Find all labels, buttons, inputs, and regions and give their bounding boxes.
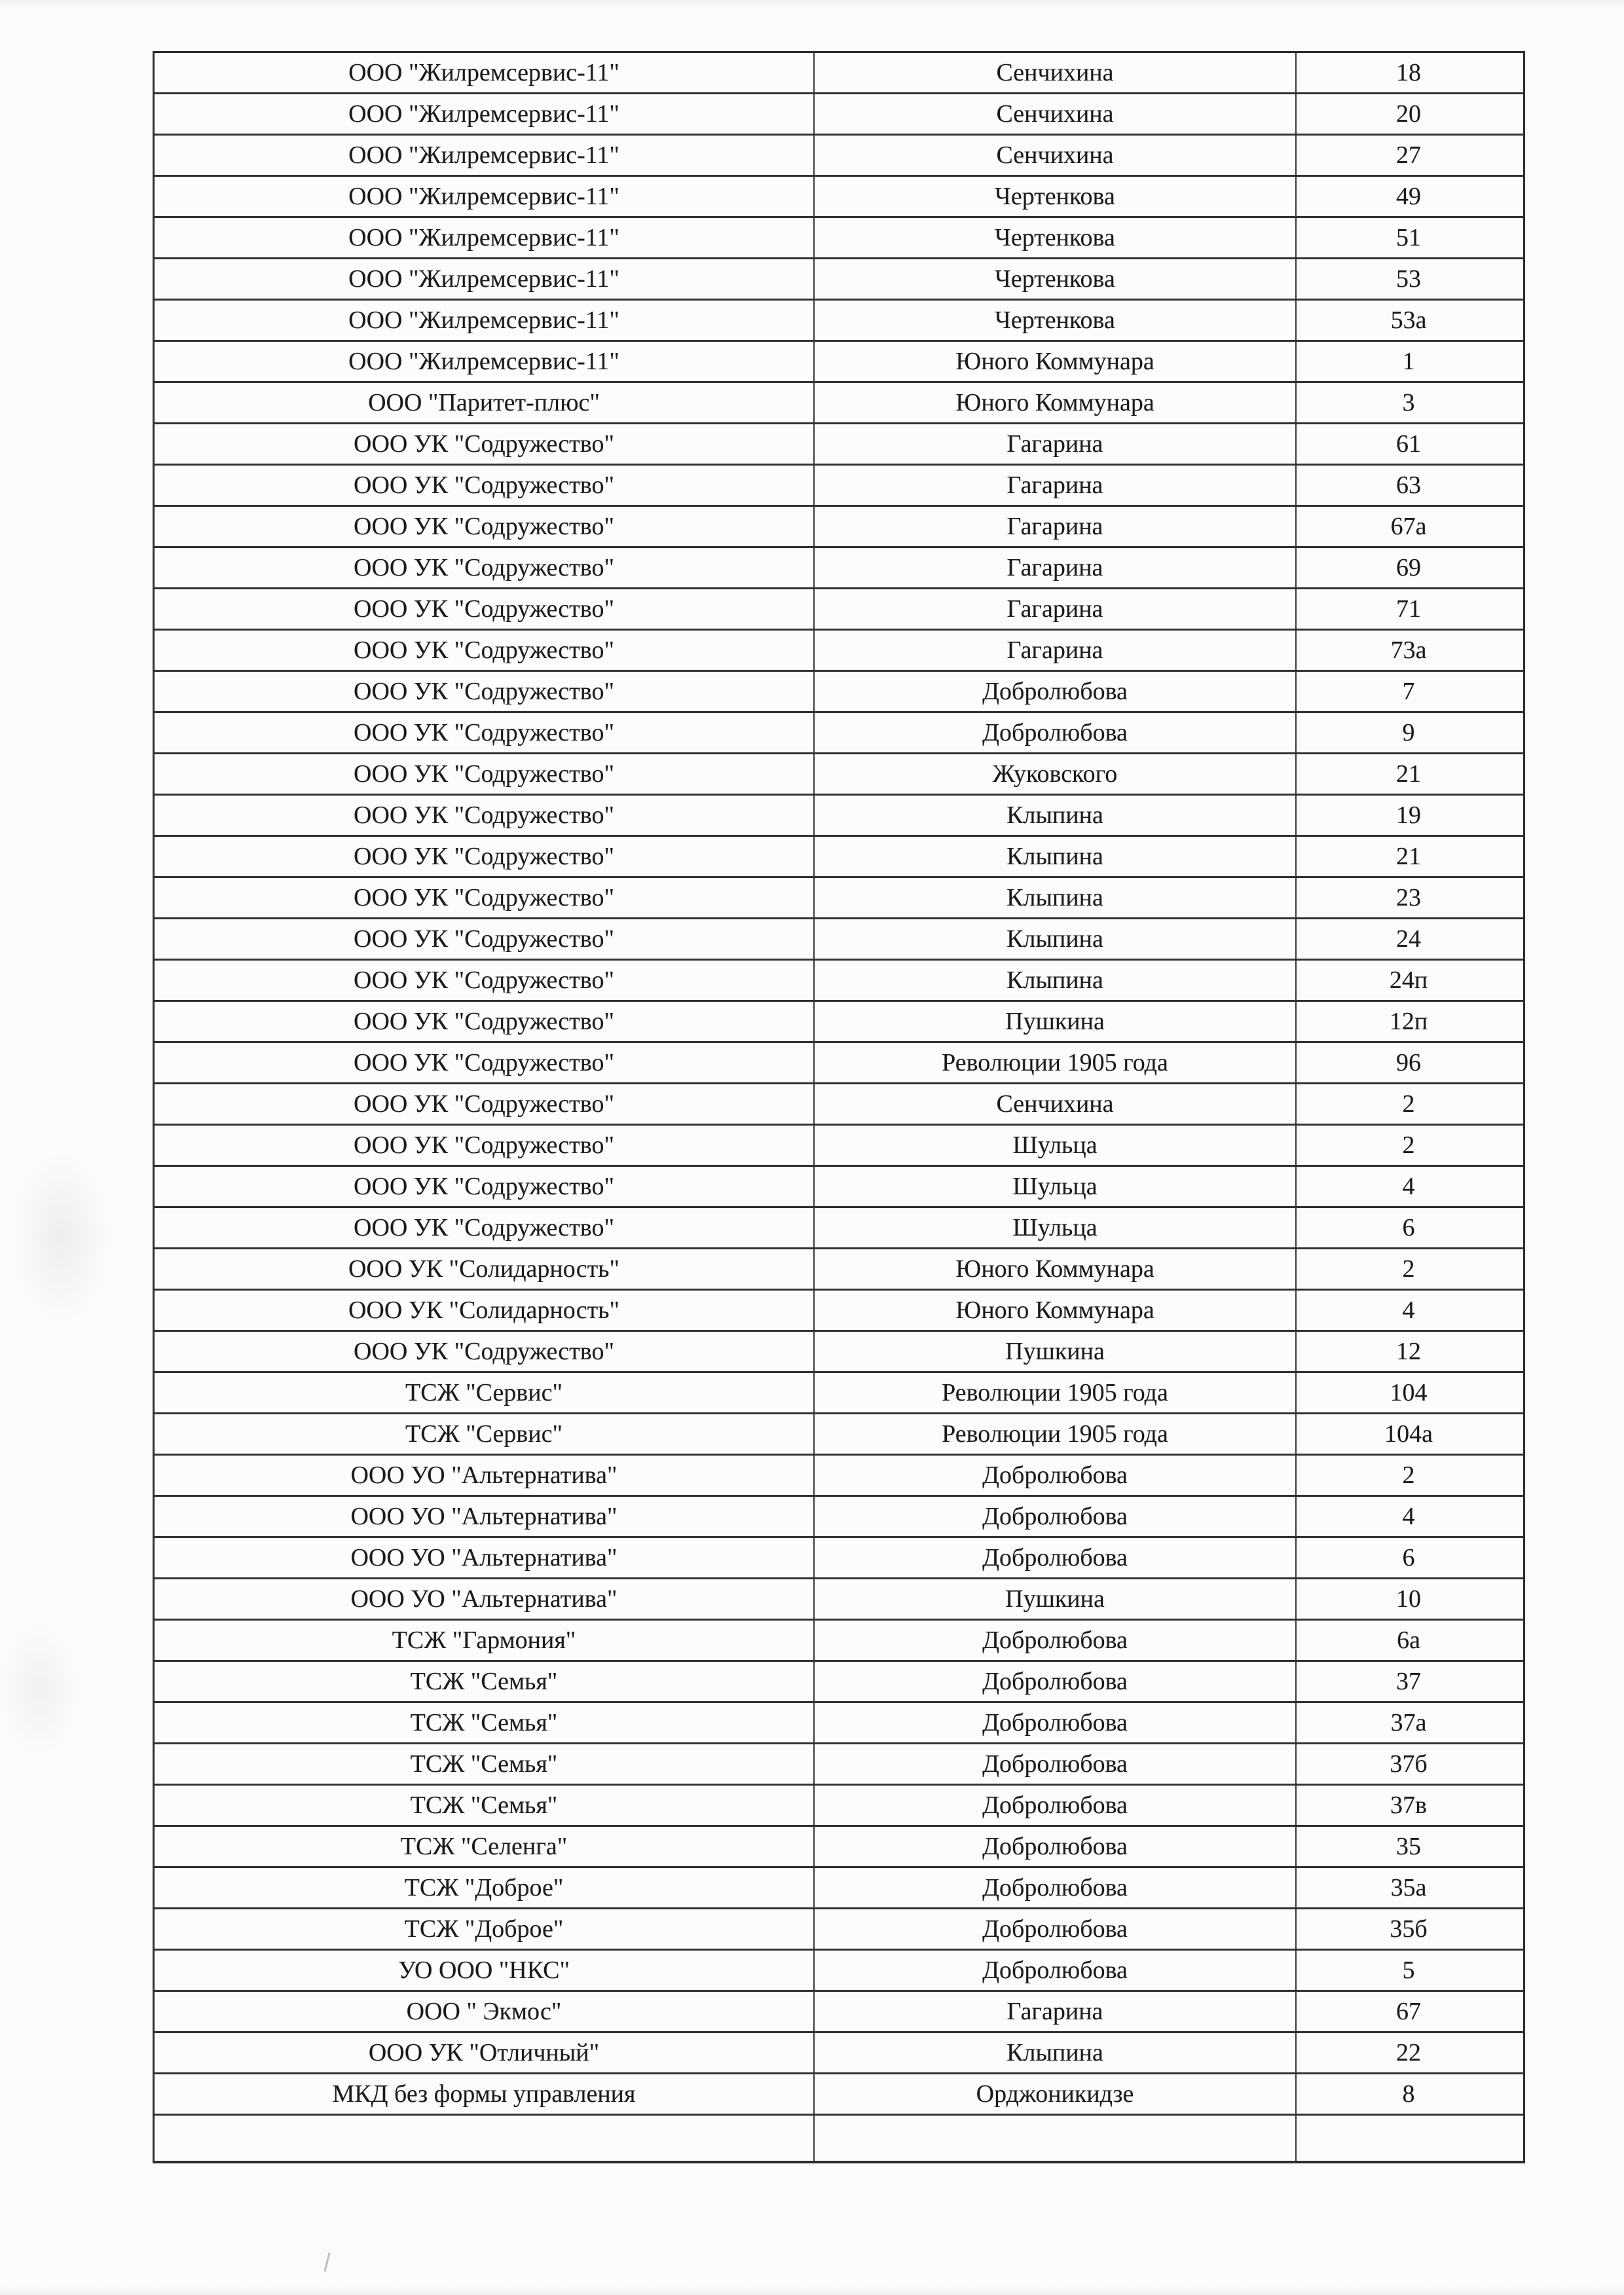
street-cell: Сенчихина [815, 136, 1297, 175]
table-row [155, 1497, 1523, 1538]
table-row [155, 1167, 1523, 1208]
street-cell: Гагарина [815, 507, 1297, 546]
table-row [155, 342, 1523, 383]
org-cell: ООО "Жилремсервис-11" [155, 342, 815, 381]
org-cell: ООО УК "Содружество" [155, 1043, 815, 1082]
org-cell: ООО УК "Содружество" [155, 1126, 815, 1165]
table-row [155, 1868, 1523, 1909]
street-cell: Юного Коммунара [815, 342, 1297, 381]
house-number-cell: 24 [1396, 925, 1421, 953]
table-row [155, 136, 1523, 177]
table-row [155, 961, 1523, 1002]
table-row [155, 301, 1523, 342]
house-number-cell: 37в [1390, 1791, 1427, 1819]
street-cell: Добролюбова [815, 1786, 1297, 1825]
table-row [155, 919, 1523, 961]
table-row [155, 1373, 1523, 1414]
street-cell: Гагарина [815, 631, 1297, 670]
table-row [155, 383, 1523, 424]
street-cell: Орджоникидзе [815, 2074, 1297, 2114]
table-row [155, 1744, 1523, 1786]
org-cell: ООО " Экмос" [155, 1992, 815, 2031]
house-number-cell: 5 [1402, 1956, 1415, 1984]
org-cell: ТСЖ "Доброе" [155, 1868, 815, 1907]
org-cell [155, 2116, 815, 2161]
table-row [155, 1291, 1523, 1332]
street-cell: Добролюбова [815, 1703, 1297, 1742]
house-number-cell: 9 [1402, 719, 1415, 746]
org-cell: ООО УК "Содружество" [155, 424, 815, 464]
house-number-cell: 4 [1402, 1296, 1415, 1324]
street-cell: Юного Коммунара [815, 383, 1297, 422]
org-cell: ООО УК "Содружество" [155, 589, 815, 629]
table-row [155, 1538, 1523, 1579]
table-row [155, 631, 1523, 672]
table-row [155, 177, 1523, 218]
org-cell: ООО "Жилремсервис-11" [155, 136, 815, 175]
street-cell: Клыпина [815, 837, 1297, 876]
org-cell: ООО "Жилремсервис-11" [155, 259, 815, 299]
house-number-cell: 22 [1396, 2039, 1421, 2066]
house-number-cell: 7 [1402, 678, 1415, 705]
street-cell: Шульца [815, 1208, 1297, 1247]
table-row [155, 1786, 1523, 1827]
table-row [155, 1827, 1523, 1868]
org-cell: ООО УК "Содружество" [155, 1332, 815, 1371]
house-number-cell: 6 [1402, 1214, 1415, 1241]
house-number-cell: 67 [1396, 1998, 1421, 2025]
org-cell: ТСЖ "Сервис" [155, 1414, 815, 1454]
street-cell: Пушкина [815, 1579, 1297, 1619]
org-cell: ООО УК "Содружество" [155, 507, 815, 546]
street-cell: Пушкина [815, 1332, 1297, 1371]
table-row [155, 672, 1523, 713]
org-cell: ООО УК "Солидарность" [155, 1249, 815, 1289]
org-cell: ТСЖ "Семья" [155, 1703, 815, 1742]
pen-mark-artifact [323, 2252, 330, 2272]
table-row [155, 1621, 1523, 1662]
org-cell: ООО УК "Содружество" [155, 466, 815, 505]
table-row [155, 1332, 1523, 1373]
street-cell [815, 2116, 1297, 2161]
street-cell: Добролюбова [815, 1456, 1297, 1495]
scan-noise-band-top [0, 0, 1624, 8]
street-cell: Добролюбова [815, 1868, 1297, 1907]
street-cell: Клыпина [815, 919, 1297, 959]
street-cell: Добролюбова [815, 1538, 1297, 1577]
org-cell: ООО УК "Содружество" [155, 878, 815, 917]
org-cell: ООО "Жилремсервис-11" [155, 177, 815, 216]
house-number-cell: 49 [1396, 183, 1421, 210]
table-row [155, 1703, 1523, 1744]
house-number-cell: 35а [1390, 1874, 1427, 1901]
house-number-cell: 104а [1384, 1420, 1433, 1448]
street-cell: Добролюбова [815, 713, 1297, 752]
house-number-cell: 20 [1396, 100, 1421, 128]
org-cell: ООО УК "Содружество" [155, 837, 815, 876]
org-cell: ТСЖ "Доброе" [155, 1909, 815, 1949]
street-cell: Добролюбова [815, 1621, 1297, 1660]
org-cell: ООО УК "Содружество" [155, 631, 815, 670]
table-row [155, 1662, 1523, 1703]
street-cell: Клыпина [815, 2033, 1297, 2072]
house-number-cell: 8 [1402, 2080, 1415, 2108]
street-cell: Добролюбова [815, 1909, 1297, 1949]
house-number-cell: 2 [1402, 1090, 1415, 1118]
house-number-cell: 53 [1396, 265, 1421, 293]
org-cell: ООО УО "Альтернатива" [155, 1538, 815, 1577]
street-cell: Юного Коммунара [815, 1249, 1297, 1289]
house-number-cell: 18 [1396, 59, 1421, 86]
street-cell: Чертенкова [815, 301, 1297, 340]
scan-smudge [0, 1624, 79, 1755]
house-number-cell: 3 [1402, 389, 1415, 416]
street-cell: Юного Коммунара [815, 1291, 1297, 1330]
house-number-cell: 73а [1390, 636, 1427, 664]
house-number-cell: 2 [1402, 1461, 1415, 1489]
table-row [155, 259, 1523, 301]
table-row [155, 94, 1523, 136]
table-row [155, 1414, 1523, 1456]
org-cell: ООО УК "Содружество" [155, 796, 815, 835]
table-row [155, 2074, 1523, 2116]
org-cell: ООО УК "Содружество" [155, 548, 815, 587]
table-row [155, 796, 1523, 837]
org-cell: ТСЖ "Сервис" [155, 1373, 815, 1412]
table-row [155, 424, 1523, 466]
org-cell: ООО УК "Содружество" [155, 1167, 815, 1206]
table-row [155, 754, 1523, 796]
street-cell: Революции 1905 года [815, 1414, 1297, 1454]
street-cell: Революции 1905 года [815, 1043, 1297, 1082]
table-row [155, 1992, 1523, 2033]
street-cell: Сенчихина [815, 1084, 1297, 1124]
house-number-cell: 23 [1396, 884, 1421, 911]
org-cell: ТСЖ "Семья" [155, 1786, 815, 1825]
table-row [155, 1126, 1523, 1167]
house-number-cell: 51 [1396, 224, 1421, 251]
house-number-cell: 53а [1390, 306, 1427, 334]
table-row [155, 1043, 1523, 1084]
house-number-cell: 4 [1402, 1503, 1415, 1530]
table-row [155, 2033, 1523, 2074]
street-cell: Революции 1905 года [815, 1373, 1297, 1412]
org-cell: ООО УО "Альтернатива" [155, 1456, 815, 1495]
house-number-cell: 4 [1402, 1173, 1415, 1200]
house-number-cell: 61 [1396, 430, 1421, 458]
house-number-cell: 63 [1396, 471, 1421, 499]
street-cell: Сенчихина [815, 94, 1297, 134]
street-cell: Клыпина [815, 878, 1297, 917]
street-cell: Гагарина [815, 548, 1297, 587]
table-row [155, 548, 1523, 589]
street-cell: Клыпина [815, 961, 1297, 1000]
house-number-cell: 96 [1396, 1049, 1421, 1076]
street-cell: Гагарина [815, 1992, 1297, 2031]
house-number-cell: 24п [1389, 966, 1428, 994]
house-number-cell: 37а [1390, 1709, 1427, 1736]
street-cell: Гагарина [815, 589, 1297, 629]
org-cell: МКД без формы управления [155, 2074, 815, 2114]
street-cell: Гагарина [815, 466, 1297, 505]
scan-noise-band-bottom [0, 2286, 1624, 2295]
table-row [155, 878, 1523, 919]
table-row [155, 1084, 1523, 1126]
house-number-cell: 37 [1396, 1668, 1421, 1695]
house-number-cell: 35б [1390, 1915, 1428, 1943]
street-cell: Добролюбова [815, 1744, 1297, 1784]
org-cell: ООО УК "Отличный" [155, 2033, 815, 2072]
org-cell: УО ООО "НКС" [155, 1951, 815, 1990]
table-row [155, 1579, 1523, 1621]
table-row [155, 1909, 1523, 1951]
management-companies-table [153, 51, 1525, 2163]
house-number-cell: 104 [1390, 1379, 1428, 1406]
house-number-cell: 2 [1402, 1131, 1415, 1159]
org-cell: ООО "Жилремсервис-11" [155, 94, 815, 134]
house-number-cell: 69 [1396, 554, 1421, 581]
scan-smudge [12, 1152, 110, 1323]
table-row [155, 1249, 1523, 1291]
house-number-cell: 19 [1396, 801, 1421, 829]
org-cell: ООО УК "Солидарность" [155, 1291, 815, 1330]
street-cell: Добролюбова [815, 672, 1297, 711]
org-cell: ТСЖ "Гармония" [155, 1621, 815, 1660]
house-number-cell: 35 [1396, 1833, 1421, 1860]
street-cell: Добролюбова [815, 1827, 1297, 1866]
street-cell: Чертенкова [815, 177, 1297, 216]
house-number-cell: 21 [1396, 843, 1421, 870]
house-number-cell: 2 [1402, 1255, 1415, 1283]
street-cell: Чертенкова [815, 218, 1297, 257]
org-cell: ТСЖ "Семья" [155, 1662, 815, 1701]
house-number-cell: 1 [1402, 348, 1415, 375]
street-cell: Гагарина [815, 424, 1297, 464]
table-row [155, 53, 1523, 94]
org-cell: ООО "Паритет-плюс" [155, 383, 815, 422]
table-row [155, 466, 1523, 507]
street-cell: Клыпина [815, 796, 1297, 835]
org-cell: ООО УК "Содружество" [155, 672, 815, 711]
house-number-cell: 12п [1389, 1008, 1428, 1035]
house-number-cell: 6а [1397, 1626, 1420, 1654]
org-cell: ООО УК "Содружество" [155, 754, 815, 794]
street-cell: Сенчихина [815, 53, 1297, 92]
org-cell: ООО УК "Содружество" [155, 961, 815, 1000]
house-number-cell: 10 [1396, 1585, 1421, 1613]
street-cell: Добролюбова [815, 1662, 1297, 1701]
table-row-empty [155, 2116, 1523, 2161]
org-cell: ООО УК "Содружество" [155, 919, 815, 959]
street-cell: Добролюбова [815, 1951, 1297, 1990]
street-cell: Шульца [815, 1126, 1297, 1165]
table-row [155, 837, 1523, 878]
house-number-cell: 21 [1396, 760, 1421, 788]
table-row [155, 1951, 1523, 1992]
house-number-cell [1297, 2116, 1521, 2161]
org-cell: ООО "Жилремсервис-11" [155, 218, 815, 257]
org-cell: ООО УО "Альтернатива" [155, 1579, 815, 1619]
table-row [155, 589, 1523, 631]
table-row [155, 1208, 1523, 1249]
org-cell: ООО УК "Содружество" [155, 1084, 815, 1124]
table-row [155, 1456, 1523, 1497]
house-number-cell: 6 [1402, 1544, 1415, 1571]
org-cell: ООО "Жилремсервис-11" [155, 301, 815, 340]
street-cell: Шульца [815, 1167, 1297, 1206]
street-cell: Пушкина [815, 1002, 1297, 1041]
table-row [155, 713, 1523, 754]
house-number-cell: 37б [1390, 1750, 1428, 1778]
org-cell: ТСЖ "Селенга" [155, 1827, 815, 1866]
org-cell: ООО УК "Содружество" [155, 713, 815, 752]
table-row [155, 1002, 1523, 1043]
org-cell: ТСЖ "Семья" [155, 1744, 815, 1784]
org-cell: ООО УК "Содружество" [155, 1002, 815, 1041]
street-cell: Чертенкова [815, 259, 1297, 299]
house-number-cell: 67а [1390, 513, 1427, 540]
street-cell: Жуковского [815, 754, 1297, 794]
street-cell: Добролюбова [815, 1497, 1297, 1536]
house-number-cell: 71 [1396, 595, 1421, 623]
house-number-cell: 12 [1396, 1338, 1421, 1365]
table-row [155, 507, 1523, 548]
org-cell: ООО УК "Содружество" [155, 1208, 815, 1247]
org-cell: ООО "Жилремсервис-11" [155, 53, 815, 92]
house-number-cell: 27 [1396, 141, 1421, 169]
table-row [155, 218, 1523, 259]
org-cell: ООО УО "Альтернатива" [155, 1497, 815, 1536]
